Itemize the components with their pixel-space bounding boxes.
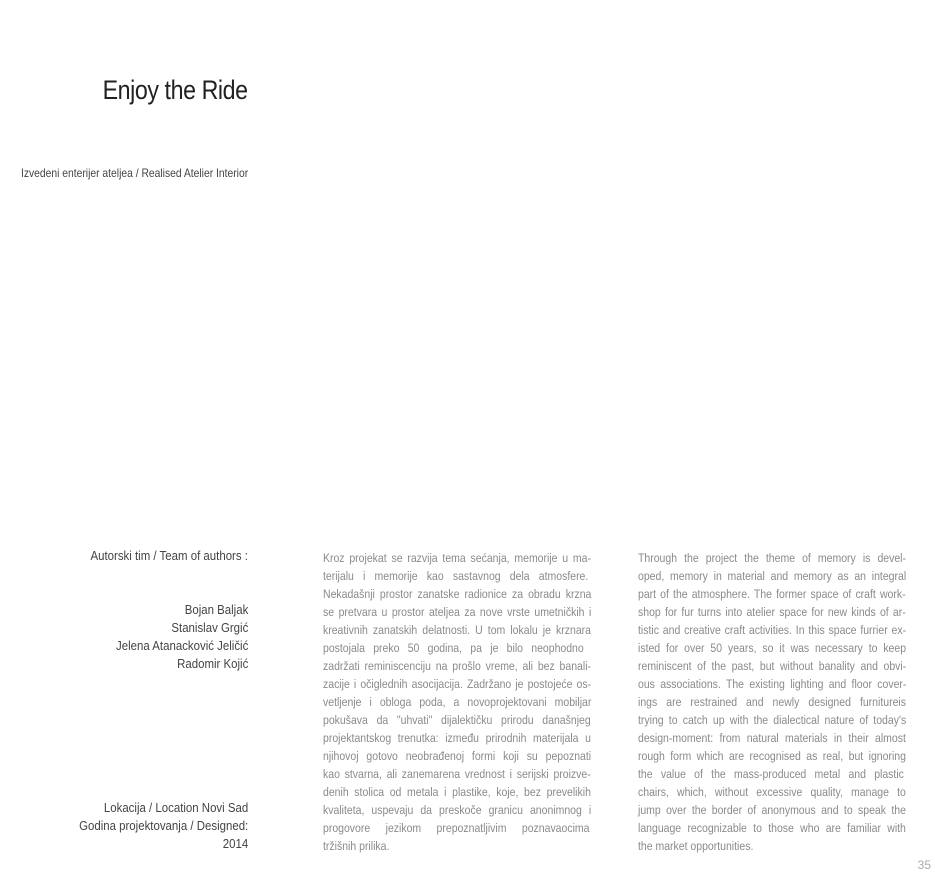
text-line: Kroz projekat se razvija tema sećanja, memorije u ma- xyxy=(323,551,591,565)
text-line: pokušava da "uhvati" dijalektičku prirodu današnjeg xyxy=(323,713,591,727)
text-line: projektantskog trenutka: između prirodnih materijala u xyxy=(323,731,591,745)
text-line: reminiscent of the past, but without banality and obvi- xyxy=(638,659,907,673)
text-line: ings are restrained and newly designed furnitureis xyxy=(638,695,906,709)
page-title: Enjoy the Ride xyxy=(102,75,248,105)
text-line: Through the project the theme of memory is devel- xyxy=(638,551,906,565)
text-line: oped, memory in material and memory as an integral xyxy=(638,569,907,583)
text-line: terijalu i memorije kao sastavnog dela atmosfere. xyxy=(323,569,589,583)
location-line: Lokacija / Location Novi Sad xyxy=(103,800,248,815)
text-line: se pretvara u prostor ateljea za nove vrste umetničkih i xyxy=(323,605,592,619)
year-value: 2014 xyxy=(222,836,248,851)
team-heading: Autorski tim / Team of authors : xyxy=(90,548,248,563)
author-name: Radomir Kojić xyxy=(176,656,248,671)
text-line: trying to catch up with the dialectical nature of today's xyxy=(638,713,907,727)
text-line: njihovoj gotovo neobrađenoj formi koji su pepoznati xyxy=(323,749,592,763)
author-name: Bojan Baljak xyxy=(184,602,248,617)
text-line: design-moment: from natural materials in their almost xyxy=(638,731,906,745)
text-line: kreativnih zanatskih delatnosti. U tom lokalu je krznara xyxy=(323,623,591,637)
text-line: Nekadašnji prostor zanatske radionice za obradu krzna xyxy=(323,587,592,601)
text-line: zacije i očiglednih asocijacija. Zadržano je postojeće os- xyxy=(323,677,592,691)
body-text-serbian xyxy=(323,549,591,855)
text-line: tržišnih prilika. xyxy=(323,839,390,853)
text-line: jump over the border of anonymous and to speak the xyxy=(638,803,906,817)
page-subtitle: Izvedeni enterijer ateljea / Realised Atelier Interior xyxy=(20,166,248,180)
text-line: language recognizable to those who are familiar with xyxy=(638,821,906,835)
text-line: vetljenje i obloga poda, a novoprojektovani mobiljar xyxy=(323,695,592,709)
project-meta xyxy=(79,799,248,853)
text-line: part of the atmosphere. The former space of craft work- xyxy=(638,587,906,601)
author-name: Jelena Atanacković Jeličić xyxy=(115,638,248,653)
page-number: 35 xyxy=(917,858,931,872)
text-line: the value of the mass-produced metal and plastic xyxy=(638,767,904,781)
text-line: progovore jezikom prepoznatljivim poznavaocima xyxy=(323,821,590,835)
text-line: chairs, which, without excessive quality, manage to xyxy=(638,785,906,799)
text-line: zadržati reminiscenciju na prošlo vreme, ali bez banali- xyxy=(323,659,592,673)
text-line: tistic and creative craft activities. In this space furrier ex- xyxy=(638,623,907,637)
text-line: rough form which are recognised as real, but ignoring xyxy=(638,749,906,763)
body-text-english xyxy=(638,549,906,855)
text-line: ous associations. The existing lighting and floor cover- xyxy=(638,677,907,691)
text-line: the market opportunities. xyxy=(638,839,754,853)
author-name: Stanislav Grgić xyxy=(171,620,248,635)
text-line: kao stvarna, ali zanemarena vrednost i serijski proizve- xyxy=(323,767,591,781)
text-line: isted for over 50 years, so it was necessary to keep xyxy=(638,641,907,655)
text-line: postojala preko 50 godina, pa je bilo neophodno xyxy=(323,641,584,655)
text-line: kvaliteta, uspevaju da preskoče granicu anonimnog i xyxy=(323,803,592,817)
text-line: denih stolica od metala i plastike, koje, bez prevelikih xyxy=(323,785,591,799)
author-list xyxy=(116,601,248,673)
text-line: shop for fur turns into atelier space for new kinds of ar- xyxy=(638,605,906,619)
year-label: Godina projektovanja / Designed: xyxy=(78,818,248,833)
